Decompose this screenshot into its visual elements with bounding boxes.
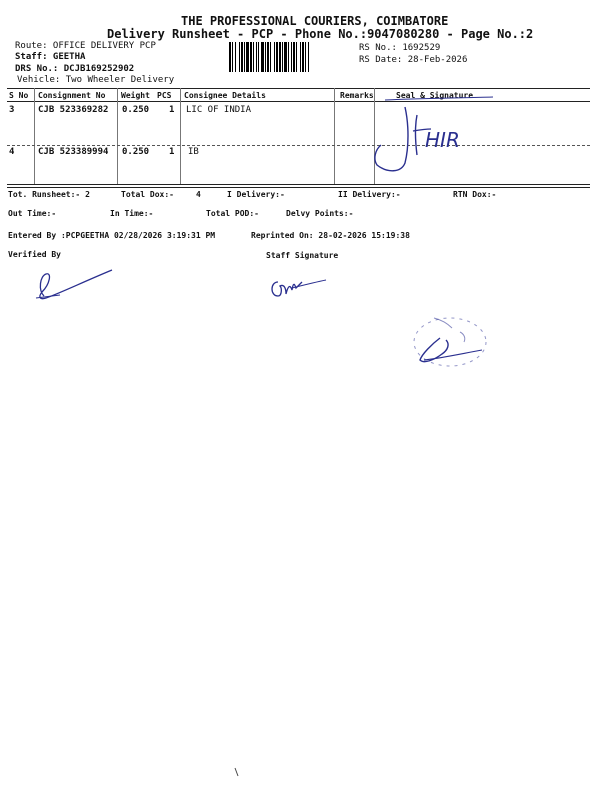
barcode <box>229 42 354 72</box>
rtn-dox: RTN Dox:- <box>453 190 497 199</box>
col-divider <box>34 88 35 184</box>
rs-date: RS Date: 28-Feb-2026 <box>359 55 468 65</box>
staff-label: Staff: GEETHA <box>15 52 86 62</box>
total-pod: Total POD:- <box>206 209 259 218</box>
vehicle-label: Vehicle: Two Wheeler Delivery <box>17 75 175 85</box>
col-header-weight: Weight <box>121 91 150 100</box>
row-consignment: CJB 523389994 <box>38 147 109 157</box>
table-bottom-rule-double <box>7 187 590 188</box>
col-divider <box>180 88 181 184</box>
entered-by: Entered By :PCPGEETHA 02/28/2026 3:19:31 PM <box>8 231 216 240</box>
runsheet-subtitle: Delivery Runsheet - PCP - Phone No.:9047080280 - Page No.:2 <box>107 27 534 41</box>
i-delivery: I Delivery:- <box>227 190 285 199</box>
row-consignee: LIC OF INDIA <box>186 105 252 115</box>
row-consignment: CJB 523369282 <box>38 105 109 115</box>
rs-number: RS No.: 1692529 <box>359 43 441 53</box>
col-header-consignment: Consignment No <box>38 91 106 100</box>
verified-by-label: Verified By <box>8 250 61 259</box>
table-bottom-rule <box>7 184 590 185</box>
staff-signature-label: Staff Signature <box>266 251 339 260</box>
col-header-remarks: Remarks <box>340 91 374 100</box>
stamp <box>402 310 497 375</box>
row-pcs: 1 <box>169 147 175 157</box>
route-label: Route: OFFICE DELIVERY PCP <box>15 41 156 51</box>
barcode-bar <box>309 42 312 72</box>
row-consignee: IB <box>188 147 199 157</box>
col-header-pcs: PCS <box>157 91 172 100</box>
col-header-sno: S No <box>9 91 29 100</box>
tot-runsheet: Tot. Runsheet:- 2 <box>8 190 90 199</box>
col-divider <box>117 88 118 184</box>
col-divider <box>334 88 335 184</box>
col-header-consignee: Consignee Details <box>184 91 266 100</box>
row-sno: 4 <box>9 147 15 157</box>
row-pcs: 1 <box>169 105 175 115</box>
table-top-rule <box>7 88 590 89</box>
ii-delivery: II Delivery:- <box>338 190 401 199</box>
delvy-points: Delvy Points:- <box>286 209 354 218</box>
row-weight: 0.250 <box>122 105 150 115</box>
staff-signature <box>266 274 336 304</box>
total-dox-value: 4 <box>196 190 201 199</box>
stray-mark <box>232 766 242 780</box>
seal-text: HIR <box>425 128 460 152</box>
seal-signature <box>365 95 515 180</box>
reprinted-on: Reprinted On: 28-02-2026 15:19:38 <box>251 231 410 240</box>
row-weight: 0.250 <box>122 147 150 157</box>
out-time: Out Time:- <box>8 209 57 218</box>
company-title: THE PROFESSIONAL COURIERS, COIMBATORE <box>181 14 449 28</box>
drs-number: DRS No.: DCJB169252902 <box>15 64 135 74</box>
col-header-seal: Seal & Signature <box>396 91 474 100</box>
verified-by-signature <box>28 266 118 306</box>
in-time: In Time:- <box>110 209 154 218</box>
total-dox-label: Total Dox:- <box>121 190 174 199</box>
row-sno: 3 <box>9 105 15 115</box>
